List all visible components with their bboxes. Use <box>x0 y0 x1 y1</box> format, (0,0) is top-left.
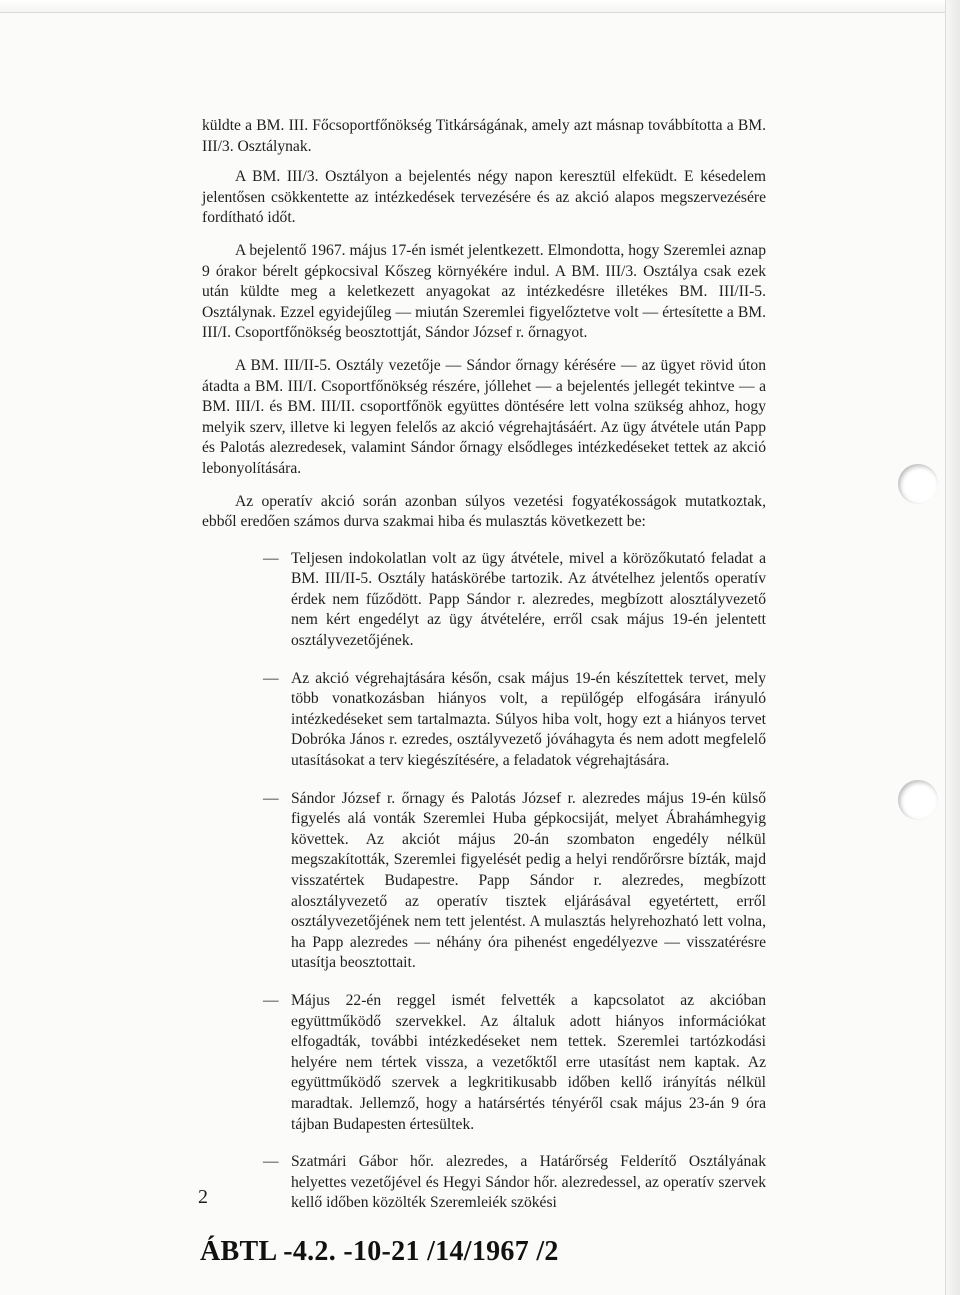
list-item-text: Az akció végrehajtására későn, csak május 19-én készítettek tervet, mely több vonatkozásban hiányos volt, a repülőgép elfogására irányuló intézkedéseket sem tartalmazta. Súlyos hiba volt, hogy ezt a hiányos tervet Dobróka János r. ezredes, osztályvezető jóváhagyta és nem adott megfelelő utasításokat a terv kiegészítésére, a feladatok végrehajtására. <box>291 669 766 770</box>
archive-reference: ÁBTL -4.2. -10-21 /14/1967 /2 <box>200 1236 559 1267</box>
list-item <box>202 1152 766 1214</box>
paper-top-edge <box>0 0 960 13</box>
deficiency-list <box>202 549 766 1214</box>
paragraph: küldte a BM. III. Főcsoportfőnökség Titkárságának, amely azt másnap továbbította a BM. III/3. Osztálynak. <box>202 117 766 155</box>
dash-marker: — <box>263 549 279 567</box>
list-item <box>202 789 766 974</box>
paragraph: A bejelentő 1967. május 17-én ismét jelentkezett. Elmondotta, hogy Szeremlei aznap 9 órakor bérelt gépkocsival Kőszeg környékére indul. A BM. III/3. Osztálya csak ezek után küldte meg a keletkezett anyagokat az intézkedésre illetékes BM. III/II-5. Osztálynak. Ezzel egyidejűleg — miután Szeremlei figyelőztetve volt — értesítette a BM. III/I. Csoportfőnökség beosztottját, Sándor József r. őrnagyot. <box>202 241 766 342</box>
list-item <box>202 669 766 772</box>
paragraph: A BM. III/3. Osztályon a bejelentés négy napon keresztül elfeküdt. E késedelem jelentősen csökkentette az intézkedések tervezésére és az akció alapos megszervezésére fordítható időt. <box>202 168 766 227</box>
body-text <box>202 116 766 1231</box>
paragraph: A BM. III/II-5. Osztály vezetője — Sándor őrnagy kérésére — az ügyet rövid úton átadta a BM. III/I. Csoportfőnökség részére, jóllehet — a bejelentés jellegét tekintve — a BM. III/I. és BM. III/II. csoportfőnök együttes döntésére lett volna szükség ahhoz, hogy melyik szerv, illetve ki legyen felelős az akció végrehajtásáért. Az ügy átvétele után Papp és Palotás alezredesek, valamint Sándor őrnagy elsődleges intézkedéseket tettek az akció lebonyolítására. <box>202 356 766 477</box>
paragraph: Az operatív akció során azonban súlyos vezetési fogyatékosságok mutatkoztak, ebből eredően számos durva szakmai hiba és mulasztás következett be: <box>202 492 766 531</box>
list-item-text: Május 22-én reggel ismét felvették a kapcsolatot az akcióban együttműködő szervekkel. Az általuk adott hiányos információkat elfogadták, további intézkedéseket nem tettek. Szeremlei tartózkodási helyére nem tértek vissza, a vezetőktől erre utasítást nem kaptak. Az együttműködő szervek a legkritikusabb időben kellő irányítás nélkül maradtak. Jellemző, hogy a határsértés tényéről csak május 23-án 9 óra tájban Budapesten értesültek. <box>291 991 766 1133</box>
list-item-text: Szatmári Gábor hőr. alezredes, a Határőrség Felderítő Osztályának helyettes vezetőjével és Hegyi Sándor hőr. alezredessel, az operatív szervek kellő időben közölték Szeremleiék szökési <box>291 1153 766 1212</box>
dash-marker: — <box>263 1153 279 1171</box>
punch-hole <box>898 780 938 820</box>
list-item-text: Sándor József r. őrnagy és Palotás József r. alezredes május 19-én külső figyelés alá vonták Szeremlei Huba gépkocsiját, melyet Ábrahámhegyig követtek. Az akciót május 20-án szombaton engedély nélkül megszakították, Szeremlei figyelését pedig a helyi rendőrőrsre bízták, majd visszatértek Budapestre. Papp Sándor r. alezredes, megbízott alosztályvezető az operatív tisztek eljárásával egyetértett, erről osztályvezetőjének nem tett jelentést. A mulasztás helyrehozható lett volna, ha Papp alezredes — néhány óra pihenést engedélyezve — visszatérésre utasítja beosztottait. <box>291 789 766 972</box>
dash-marker: — <box>263 789 279 807</box>
punch-hole <box>898 464 938 504</box>
list-item <box>202 991 766 1135</box>
dash-marker: — <box>263 991 279 1009</box>
page-number: 2 <box>198 1186 208 1208</box>
dash-marker: — <box>263 669 279 687</box>
paper-right-edge <box>945 0 960 1295</box>
list-item <box>202 549 766 652</box>
list-item-text: Teljesen indokolatlan volt az ügy átvétele, mivel a körözőkutató feladat a BM. III/II-5. Osztály hatáskörébe tartozik. Az átvételhez jelentős operatív érdek nem fűződött. Papp Sándor r. alezredes, megbízott alosztályvezető nem kért engedélyt az ügy átvételére, erről csak május 19-én jelentett osztályvezetőjének. <box>291 549 766 650</box>
